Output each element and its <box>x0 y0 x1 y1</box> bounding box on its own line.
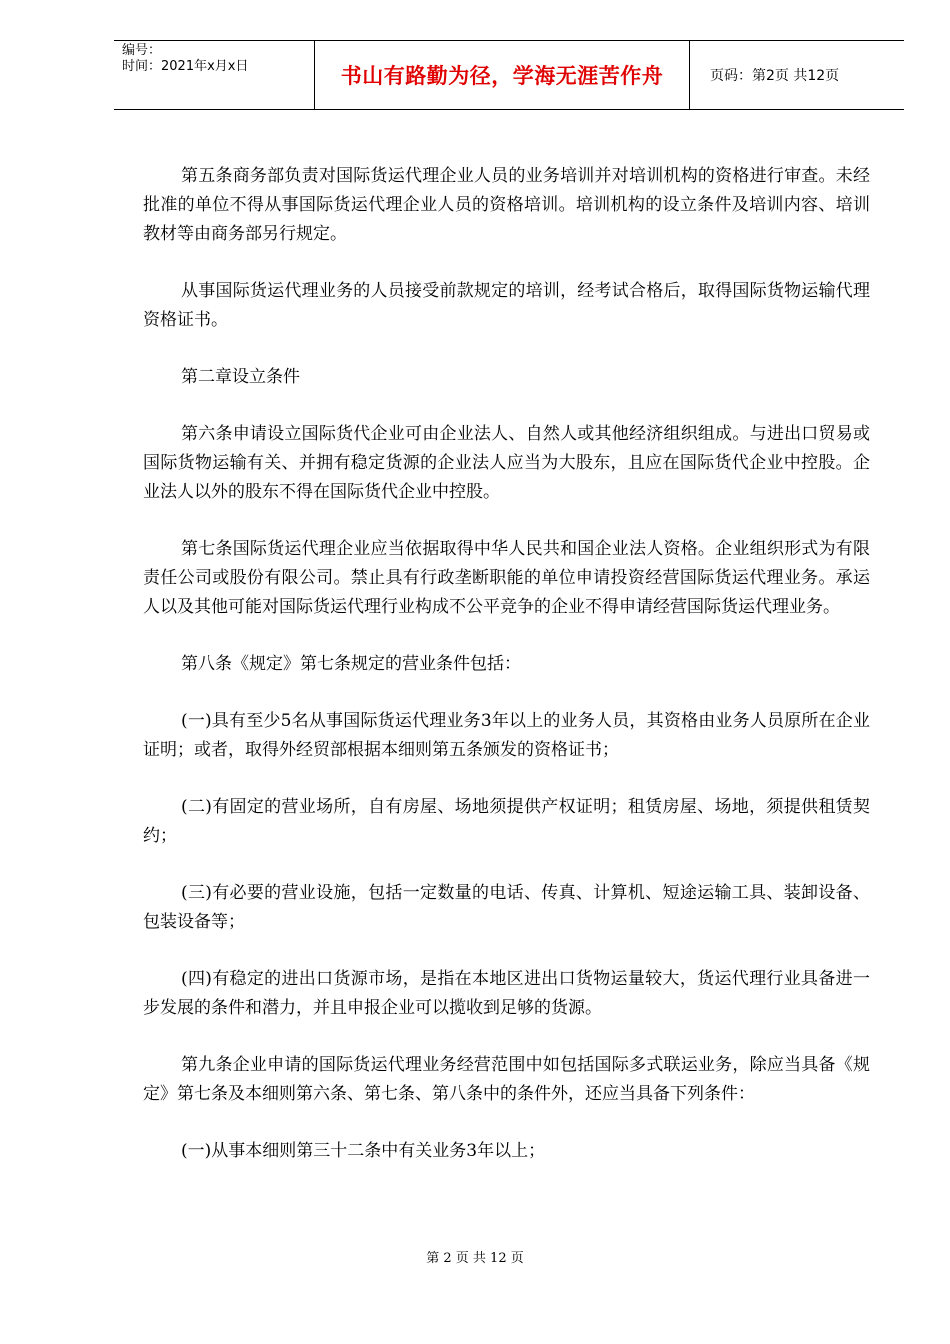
paragraph-qualification: 从事国际货运代理业务的人员接受前款规定的培训，经考试合格后，取得国际货物运输代理资格证书。 <box>143 281 870 330</box>
paragraph-article-8: 第八条《规定》第七条规定的营业条件包括： <box>181 654 521 674</box>
paragraph-article-5: 第五条商务部负责对国际货运代理企业人员的业务培训并对培训机构的资格进行审查。未经批准的单位不得从事国际货运代理企业人员的资格培训。培训机构的设立条件及培训内容、培训教材等由商务部另行规定。 <box>143 166 870 244</box>
header-motto: 书山有路勤为径，学海无涯苦作舟 <box>314 41 690 109</box>
paragraph-article-7: 第七条国际货运代理企业应当依据取得中华人民共和国企业法人资格。企业组织形式为有限责任公司或股份有限公司。禁止具有行政垄断职能的单位申请投资经营国际货运代理业务。承运人以及其他可能对国际货运代理行业构成不公平竞争的企业不得申请经营国际货运代理业务。 <box>143 539 870 617</box>
document-body <box>143 162 870 1194</box>
paragraph-article-9: 第九条企业申请的国际货运代理业务经营范围中如包括国际多式联运业务，除应当具备《规定》第七条及本细则第六条、第七条、第八条中的条件外，还应当具备下列条件： <box>143 1055 870 1104</box>
list-item-4: (四)有稳定的进出口货源市场，是指在本地区进出口货物运量较大，货运代理行业具备进一步发展的条件和潜力，并且申报企业可以揽收到足够的货源。 <box>143 969 870 1018</box>
page-header <box>114 40 904 110</box>
chapter-heading: 第二章设立条件 <box>181 367 300 387</box>
document-time-label: 时间：2021年x月x日 <box>122 59 249 74</box>
list-item-9-1: (一)从事本细则第三十二条中有关业务3年以上； <box>181 1141 546 1161</box>
paragraph-article-6: 第六条申请设立国际货代企业可由企业法人、自然人或其他经济组织组成。与进出口贸易或国际货物运输有关、并拥有稳定货源的企业法人应当为大股东，且应在国际货代企业中控股。企业法人以外的股东不得在国际货代企业中控股。 <box>143 424 870 502</box>
list-item-2: (二)有固定的营业场所，自有房屋、场地须提供产权证明；租赁房屋、场地，须提供租赁契约； <box>143 797 870 846</box>
page-footer: 第 2 页 共 12 页 <box>426 1251 524 1266</box>
header-page-info <box>698 41 904 109</box>
document-number-label: 编号： <box>122 43 162 58</box>
list-item-1: (一)具有至少5名从事国际货运代理业务3年以上的业务人员，其资格由业务人员原所在企业证明；或者，取得外经贸部根据本细则第五条颁发的资格证书； <box>143 711 870 760</box>
header-meta <box>114 41 314 109</box>
page-info-text: 页码：第2页 共12页 <box>710 68 840 84</box>
list-item-3: (三)有必要的营业设施，包括一定数量的电话、传真、计算机、短途运输工具、装卸设备、包装设备等； <box>143 883 870 932</box>
